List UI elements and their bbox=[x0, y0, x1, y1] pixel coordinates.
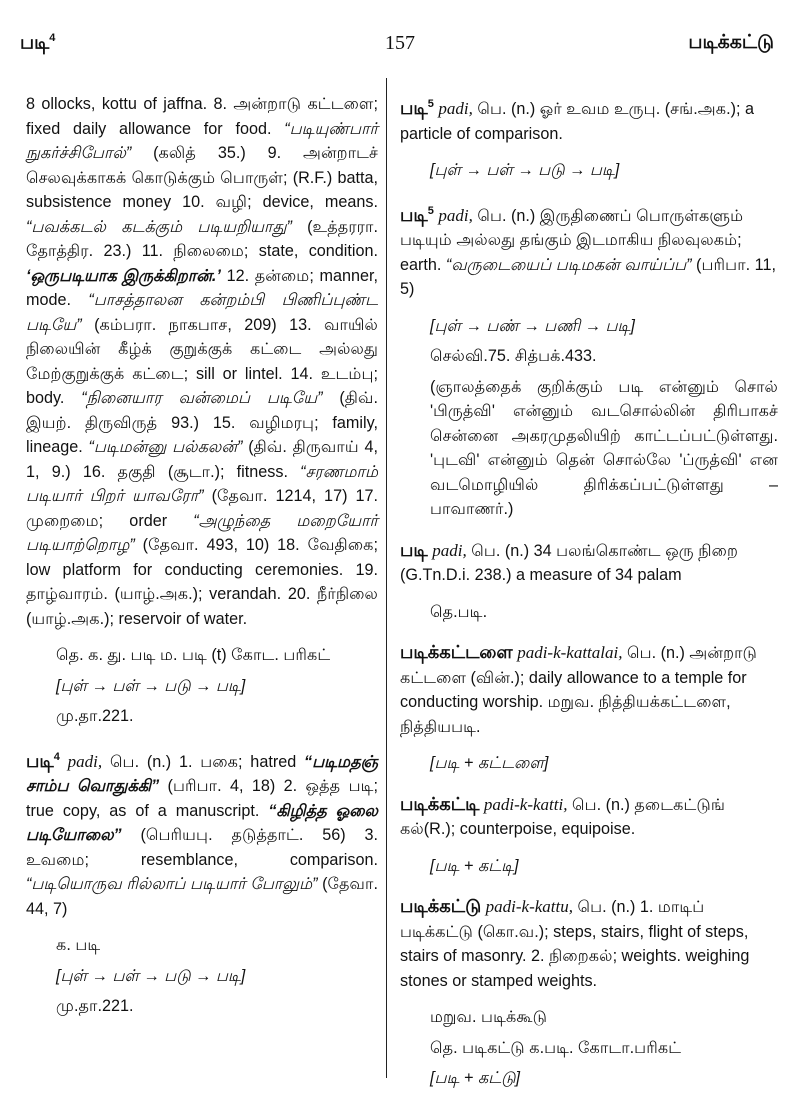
note: (ஞாலத்தைக் குறிக்கும் படி என்னும் சொல் 'பிருத்வி' என்னும் வடசொல்லின் திரிபாகச் சென்னை அகரமுதலியிற் காட்டப்பட்டுள்ளது. 'புடவி' என்னும் தென் சொல்லே 'ப்ருத்வி' என வடமொழியில் திரிக்கப்பட்டுள்ளது – பாவாணர்.) bbox=[430, 377, 778, 518]
right-column bbox=[400, 92, 778, 1097]
entry-padikkatti: படிக்கட்டி padi-k-katti, பெ. (n.) தடைகட்டுங் கல்(R.); counterpoise, equipoise. bbox=[400, 793, 725, 838]
headword: படி$^4$ bbox=[26, 750, 60, 771]
column-divider bbox=[386, 78, 387, 1078]
right-guide-word: படிக்கட்டு bbox=[688, 32, 774, 53]
synonym: மறுவ. படிக்கூடு bbox=[430, 1008, 548, 1026]
etymology: [புள் → பண் → பணி → படி] bbox=[430, 316, 635, 335]
source-ref: மு.தா.221. bbox=[56, 997, 134, 1015]
entry-padikkattu: படிக்கட்டு padi-k-kattu, பெ. (n.) 1. மாடிப் படிக்கட்டு (கொ.வ.); steps, stairs, flight of steps, stairs of masonry. 2. நிறைகல்; weights. weighing stones or stamped weights. bbox=[400, 896, 750, 990]
entry-padikkattalai: படிக்கட்டளை padi-k-kattalai, பெ. (n.) அன்றாடு கட்டளை (வின்.); daily allowance to a temple for conducting worship. மறுவ. நித்தியக்கட்டளை, நித்தியபடி. bbox=[400, 642, 757, 736]
etymology: [புள் → பள் → படு → படி] bbox=[56, 676, 246, 695]
entry-continuation: 8 ollocks, kottu of jaffna. 8. அன்றாடு கட்டளை; fixed daily allowance for food. “படியுண்பார் நுகர்ச்சிபோல்” (கலித் 35.) 9. அன்றாடச் செலவுக்காகக் கொடுக்கும் பொருள்; (R.F.) batta, subsistence money 10. வழி; device, means. “பவக்கடல் கடக்கும் படியறியாது” (உத்தரரா. தோத்திர. 23.) 11. நிலைமை; state, condition. ‘ஒருபடியாக இருக்கிறான்.’ 12. தன்மை; manner, mode. “பாசத்தாலன கன்றம்பி பிணிப்புண்ட படியே” (கம்பரா. நாகபாச, 209) 13. வாயில் நிலையின் கீழ்க் குறுக்குக் கட்டை அல்லது மேற்குறுக்குக் கட்டை; sill or lintel. 14. உடம்பு; body. “நினையார வன்மைப் படியே” (திவ். இயற். திருவிருத் 93.) 15. வழிமரபு; family, lineage. “படிமன்னு பல்கலன்” (திவ். திருவாய் 4, 1, 9.) 16. தகுதி (சூடா.); fitness. “சரணமாம் படியார் பிறர் யாவரோ” (தேவா. 1214, 17) 17. முறைமை; order “அழுந்தை மறையோர் படியாற்றொழ” (தேவா. 493, 10) 18. வேதிகை; low platform for conducting ceremonies. 19. தாழ்வாரம். (யாழ்.அக.); verandah. 20. நீர்நிலை (யாழ்.அக.); reservoir of water. bbox=[26, 95, 379, 628]
etymology: [படி + கட்டி] bbox=[430, 856, 519, 875]
entry-padi-5b: படி$^5$ padi, பெ. (n.) இருதிணைப் பொருள்களும் படியும் அல்லது தங்கும் இடமாகிய நிலவுலகம்; earth. “வருடையைப் படிமகன் வாய்ப்ப” (பரிபா. 11, 5) bbox=[400, 204, 776, 298]
page-header bbox=[0, 32, 800, 62]
etymology: [புள் → பள் → படு → படி] bbox=[56, 966, 246, 985]
page-number: 157 bbox=[385, 32, 415, 54]
etymology: [புள் → பள் → படு → படி] bbox=[430, 161, 620, 179]
left-column bbox=[26, 92, 378, 1025]
entry-padi-measure: படி padi, பெ. (n.) 34 பலங்கொண்ட ஒரு நிறை (G.Tn.D.i. 238.) a measure of 34 palam bbox=[400, 539, 738, 584]
cognates: தெ. க. து. படி ம. படி (t) கோட. பரிகட் bbox=[56, 646, 331, 664]
source-ref: மு.தா.221. bbox=[56, 707, 134, 725]
etymology: [படி + கட்டு] bbox=[430, 1069, 521, 1087]
cognates: தெ.படி. bbox=[430, 602, 488, 621]
etymology: [படி + கட்டளை] bbox=[430, 754, 549, 772]
entry-padi-5a: படி$^5$ padi, பெ. (n.) ஓர் உவம உருபு. (சங்.அக.); a particle of comparison. bbox=[400, 98, 754, 143]
entry-padi-4: படி$^4$ padi, பெ. (n.) 1. பகை; hatred “படிமதஞ் சாம்ப வொதுக்கி” (பரிபா. 4, 18) 2. ஒத்த படி; true copy, as of a manuscript. “கிழித்த ஓலை படியோலை” (பெரியபு. தடுத்தாட். 56) 3. உவமை; resemblance, comparison. “படியொருவ ரில்லாப் படியார் போலும்” (தேவா. 44, 7) bbox=[26, 750, 378, 918]
cognates: தெ. படிகட்டு க.படி. கோடா.பரிகட் bbox=[430, 1038, 682, 1057]
left-guide-word: படி$^4$ bbox=[20, 32, 56, 54]
source-ref: செல்வி.75. சித்பக்.433. bbox=[430, 347, 597, 365]
cognates: க. படி bbox=[56, 936, 101, 954]
transliteration: padi, bbox=[67, 751, 103, 771]
